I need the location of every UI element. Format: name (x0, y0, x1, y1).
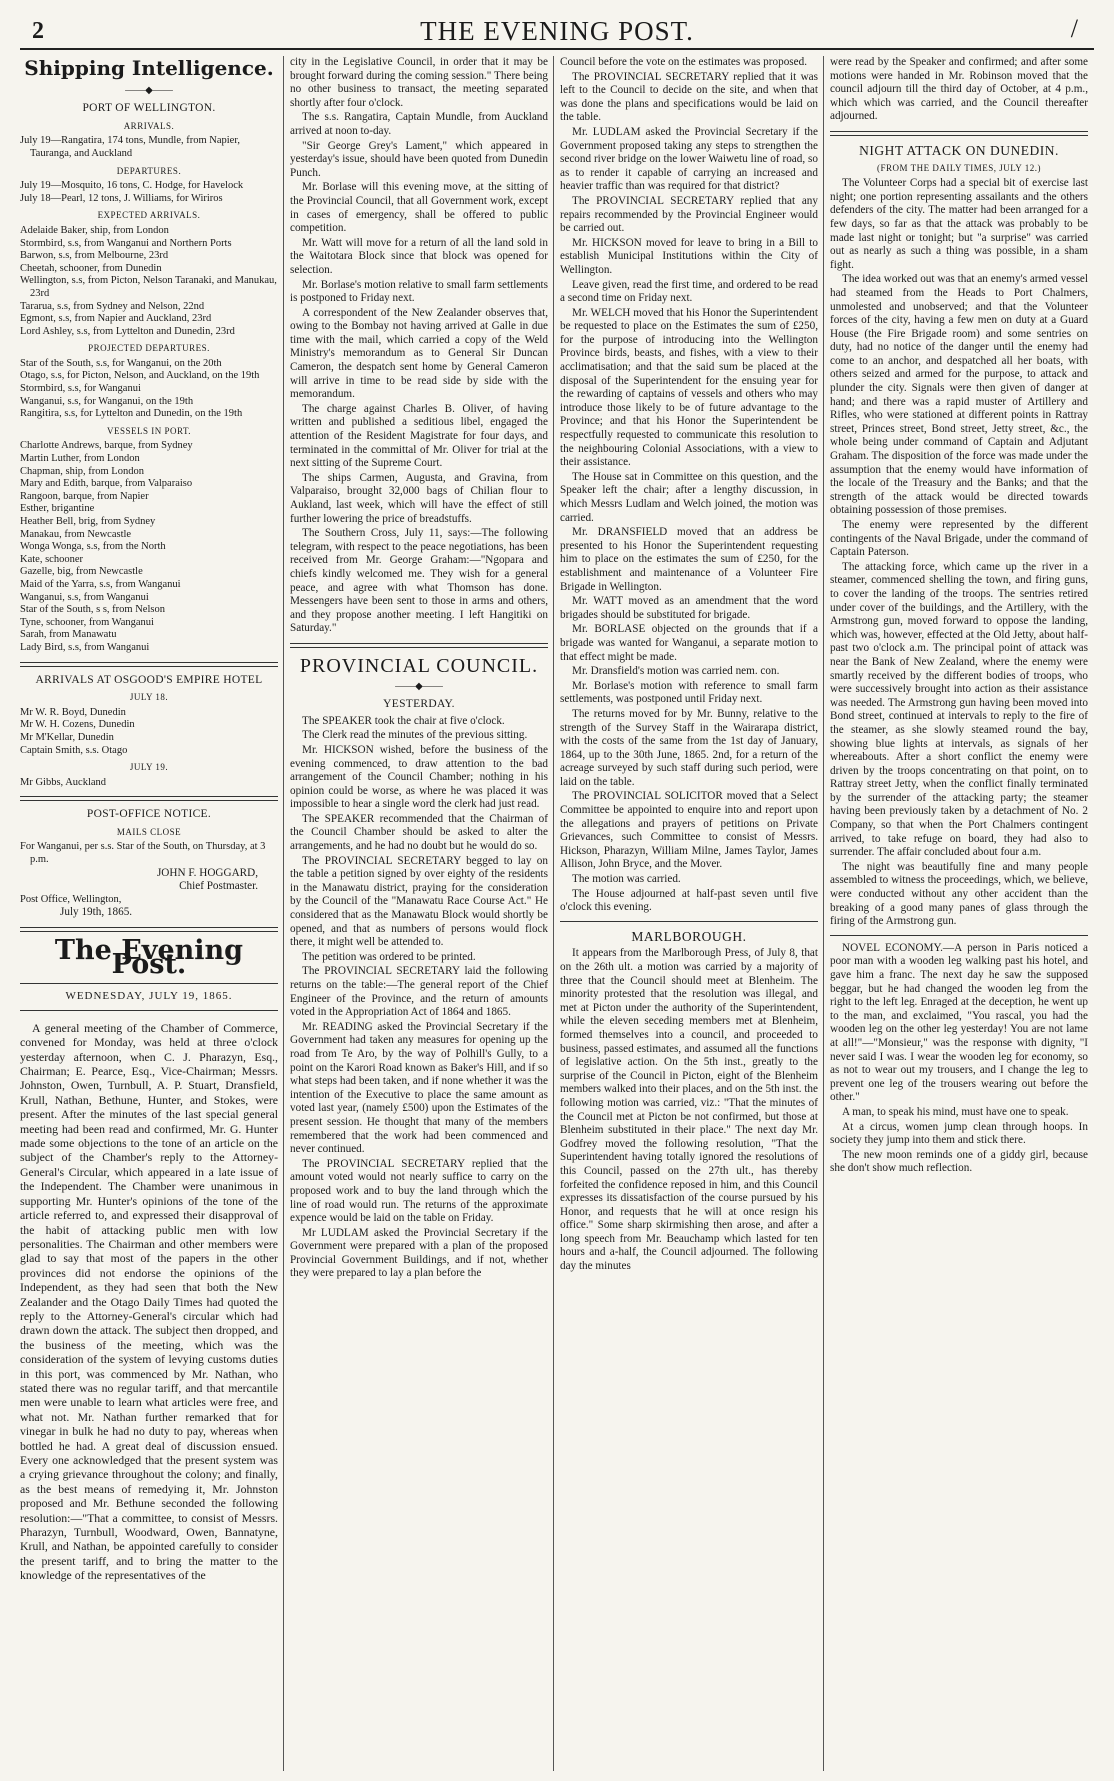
paragraph: Mr. READING asked the Provincial Secretary if the Government had taken any measures for opening up the road from Te Aro, by the way of Polhill's Gully, to a point on the Karori Road known as Baker's Hill, and if so what steps had been taken, and if none whether it was the intention of the Executive to place the same amount as voted last year, (namely £500) upon the Estimates of the present session. He thought that many of the members remembered that the work had been commenced and never continued. (290, 1020, 548, 1156)
list-item: Mr W. R. Boyd, Dunedin (20, 706, 126, 718)
paragraph: Mr. Dransfield's motion was carried nem. con. (572, 665, 780, 678)
osgood-hotel-heading: ARRIVALS AT OSGOOD'S EMPIRE HOTEL (35, 673, 263, 686)
paragraph: A man, to speak his mind, must have one to speak. (842, 1105, 1069, 1118)
list-item: Mr W. H. Cozens, Dunedin (20, 719, 135, 731)
paragraph: The PROVINCIAL SECRETARY replied that the amount voted would not nearly suffice to carry on the proposed work and to buy the land through which the line of road would run. The returns of the approximate expence would be laid on the table on Friday. (290, 1157, 548, 1225)
marlborough-heading: MARLBOROUGH. (631, 928, 747, 944)
pencil-mark: / (1070, 14, 1078, 43)
osgood-date: JULY 19. (129, 762, 169, 773)
list-item: Captain Smith, s.s. Otago (20, 744, 128, 756)
paragraph: It appears from the Marlborough Press, of July 8, that on the 26th ult. a motion was carried by a majority of three that the Council should meet at Blenheim. The minority protested that the resolution was illegal, and met at Picton under the authority of the Superintendent, while the eleven seceding members met at Blenheim, formed themselves into a council, and proceeded to business, passed estimates, and assumed all the functions of legislative action. On the 5th inst., greatly to the surprise of the Council in Picton, eight of the Blenheim members walked into their places, and on the 5th inst. the following motion was carried, viz.: "That the minutes of the Council met at Picton be not confirmed, but those at Blenheim substituted in their place." The next day Mr. Godfrey moved the following resolution, "That the Superintendent having totally ignored the resolutions of this Council, passed on the 27th ult., has thereby forfeited the confidence reposed in him, and this Council expresses its dissatisfaction of the course pursued by his Honor, and requests that he will at once resign his office." Some sharp skirmishing then arose, and after a long speech from Mr. Beauchamp which lasted for ten hours and a-half, the Council adjourned. The following day the minutes (560, 947, 818, 1273)
post-office-body: For Wanganui, per s.s. Star of the South, on Thursday, at 3 p.m. (20, 841, 266, 866)
paragraph: The idea worked out was that an enemy's armed vessel had steamed from the Heads to Port Chalmers, unmolested and unobserved; and that the Volunteer forces of the city, having a few men on duty at a Guard House (the Fire Brigade room) and some sentries on duty, had no notice of the danger until the enemy had come to an anchor, and despatched all her boats, with others seized and armed for the purpose, to attack and plunder the city. Signals were then given of danger at hand; and there was a rapid muster of Artillery and Rifles, who were stationed at different points in Rattray street, Princes street, Bond street, Jetty street, &c., the whole being under command of Captain and Adjutant Graham. The disposition of the force was made under the assumption that the enemy would have information of the locale of the Treasury and the Banks; and that the strength of the attack would be directed towards obtaining possession of those premises. (830, 273, 1088, 517)
post-office-title: Chief Postmaster. (179, 880, 258, 893)
list-item: Heather Bell, brig, from Sydney (20, 516, 156, 527)
mails-close: MAILS CLOSE (116, 826, 182, 837)
paragraph: Leave given, read the first time, and ordered to be read a second time on Friday next. (560, 278, 818, 305)
section-rule (290, 643, 548, 648)
paragraph: The attacking force, which came up the river in a steamer, commenced shelling the town, and firing guns, to cover the landing of the troops. The sentries retired under cover of the buildings, and the Artillery, with the Armstrong gun, moved forward to oppose the landing, which was, however, effected at the Old Jetty, about half-past two o'clock a.m. The principal point of attack was near the Bank of New Zealand, where the enemy were smartly received by the different bodies of troops, who were successively brought into action as their assistance was needed. The Armstrong gun having been moved into Bond street, continued at intervals to reply to the fire of the steamer, as she slowly steamed round the bay, showing blue lights at intervals, as signals of her whereabouts. After a short conflict the enemy were driven by the troops concentrating on that point, on to Rattray street Jetty, when the conflict finally terminated by the surrender of the attacking party; the steamer having been previously taken by a detachment of No. 2 Company, so that when the Port Chalmers contingent arrived, to take refuge on board, they had also to surrender. The affair concluded about four a.m. (830, 560, 1088, 859)
masthead (20, 12, 1094, 48)
paragraph: The returns moved for by Mr. Bunny, relative to the strength of the Survey Staff in the Wairarapa district, with the costs of the same from the 1st day of January, 1864, up to the 30th June, 1865. 2nd, for a return of the acreage surveyed by such staff during such period, were laid on the table. (560, 707, 818, 788)
list-item: Barwon, s.s, from Melbourne, 23rd (20, 250, 169, 262)
paragraph: Mr. WELCH moved that his Honor the Superintendent be requested to place on the Estimates the sum of £250, for the purpose of introducing into the Wellington Province birds, beasts, and fishes, with a view to their acclimatisation; and that the said sum be placed at the disposal of the Superintendent for the ensuing year for the rewarding of captains of vessels and others who may introduce those likely to be of future advantage to the Province; and that his Honor the Superintendent be respectfully requested to communicate this resolution to the neighbouring Colonial Associations, with a view to their assistance. (560, 306, 818, 469)
post-office-date: July 19th, 1865. (60, 906, 133, 919)
list-item: Wanganui, s.s, from Wanganui (20, 591, 149, 603)
paragraph: The ships Carmen, Augusta, and Gravina, from Valparaiso, brought 32,000 bags of Chilian flour to Aukland, last week, which will have the effect of still further lowering the price of breadstuffs. (290, 471, 548, 525)
list-item: Stormbird, s.s, from Wanganui and Northern Ports (20, 237, 232, 249)
paragraph: At a circus, women jump clean through hoops. In society they jump into them and stick there. (830, 1120, 1088, 1147)
paragraph: The Volunteer Corps had a special bit of exercise last night; one portion representing assailants and the others defenders of the city. The matter had been arranged for a few days, so far as that the attack was probably to be made last night or tonight; but "a surprise" was carried out as nearly as such a thing was possible, in a sham fight. (830, 177, 1088, 271)
paragraph: The motion was carried. (572, 873, 681, 886)
list-item: July 18—Pearl, 12 tons, J. Williams, for Wiriros (20, 192, 223, 204)
page-number: 2 (32, 18, 44, 44)
list-item: Maid of the Yarra, s.s, from Wanganui (20, 578, 181, 590)
paragraph: "Sir George Grey's Lament," which appeared in yesterday's issue, should have been quoted from Dunedin Punch. (290, 139, 548, 179)
list-item: Lady Bird, s.s, from Wanganui (20, 641, 150, 653)
paragraph: The Clerk read the minutes of the previous sitting. (302, 729, 528, 742)
list-item: Rangoon, barque, from Napier (20, 490, 149, 502)
list-item: Wellington, s.s, from Picton, Nelson Taranaki, and Manukau, 23rd (20, 275, 277, 299)
list-item: Tararua, s.s, from Sydney and Nelson, 22nd (20, 300, 205, 312)
column-2 (290, 56, 548, 1771)
departures-heading: DEPARTURES. (116, 165, 182, 176)
vessels-in-port-heading: VESSELS IN PORT. (106, 425, 192, 436)
list-item: Star of the South, s.s, for Wanganui, on the 20th (20, 357, 222, 369)
post-office-heading: POST-OFFICE NOTICE. (86, 808, 212, 821)
section-rule (20, 662, 278, 667)
port-heading: PORT OF WELLINGTON. (82, 102, 216, 115)
section-rule (830, 131, 1088, 136)
column-4 (830, 56, 1088, 1771)
paragraph: Council before the vote on the estimates was proposed. (560, 56, 807, 68)
paragraph: The s.s. Rangatira, Captain Mundle, from Auckland arrived at noon to-day. (290, 111, 548, 137)
list-item: Lord Ashley, s.s, from Lyttelton and Dunedin, 23rd (20, 325, 235, 337)
list-item: Stormbird, s.s, for Wanganui (20, 383, 141, 395)
paragraph: Mr. LUDLAM asked the Provincial Secretary if the Government proposed taking any steps to strengthen the second river bridge on the lower Waiwetu line of road, so as to render it capable of carrying an increased and heavier traffic than was required for that district? (560, 125, 818, 193)
list-item: Wonga Wonga, s.s, from the North (20, 541, 166, 553)
post-office-signature: JOHN F. HOGGARD, (156, 866, 258, 879)
paragraph: city in the Legislative Council, in order that it may be brought forward during the coming session." There being no other business to transact, the meeting separated shortly after four o'clock. (290, 56, 548, 109)
masthead-rule (20, 48, 1094, 50)
list-item: Sarah, from Manawatu (20, 629, 117, 641)
paragraph: The PROVINCIAL SECRETARY begged to lay on the table a petition signed by over eighty of the residents in the Manawatu district, praying for the consideration by the Council of the "Manawatu Race Course Act." He considered that as the Manawatu Block would shortly be opened, and that as numbers of persons would flock there, it might well be attended to. (290, 854, 548, 949)
paragraph: Mr LUDLAM asked the Provincial Secretary if the Government were prepared with a plan of the proposed Provincial Government Buildings, and if not, whether they were prepared to lay a plan before the (290, 1226, 548, 1280)
list-item: Manakau, from Newcastle (20, 528, 132, 540)
paragraph: The petition was ordered to be printed. (302, 950, 476, 963)
paragraph: Mr. WATT moved as an amendment that the word brigades should be substituted for brigade. (560, 595, 818, 621)
paragraph: Mr. Watt will move for a return of all the land sold in the Waitotara Block since that block was opened for selection. (290, 236, 548, 276)
column-rule (553, 56, 554, 1771)
section-rule (20, 983, 278, 984)
paragraph: Mr. DRANSFIELD moved that an address be presented to his Honor the Superintendent requesting him to place on the estimates the sum of £250, for the establishment and maintenance of a Volunteer Fire Brigade in Wellington. (560, 526, 818, 593)
novel-economy-item: NOVEL ECONOMY.—A person in Paris noticed a poor man with a wooden leg walking past his hotel, and gave him a franc. The next day he saw the supposed beggar, but he had changed the wooden leg from the right to the left leg. Enraged at the deception, he went up to the man, and exclaimed, "You rascal, you had the wooden leg on the other leg yesterday! You are not lame at all!"—"Monsieur," was the response with dignity, "I never said I was. I wear the wooden leg for economy, so as not to wear out my trousers, and I change the leg to prevent one leg of the trousers wearing out before the other." (830, 941, 1088, 1104)
list-item: Star of the South, s s, from Nelson (20, 604, 165, 616)
section-rule (560, 921, 818, 922)
paragraph: A correspondent of the New Zealander observes that, owing to the Bombay not having arrived at Galle in due time with the mail, which carried a copy of the Weld Ministry's memorandum as to General Sir Duncan Cameron, the despatch sent home by General Cameron will arrive in time to be read side by side with the memorandum. (290, 306, 548, 401)
list-item: Kate, schooner (20, 553, 83, 565)
dateline: WEDNESDAY, JULY 19, 1865. (65, 990, 233, 1003)
list-item: Rangitira, s.s, for Lyttelton and Dunedin, on the 19th (20, 408, 243, 420)
list-item: Martin Luther, from London (20, 453, 140, 465)
post-office-location: Post Office, Wellington, (20, 893, 122, 905)
list-item: Mr Gibbs, Auckland (20, 776, 107, 788)
list-item: Charlotte Andrews, barque, from Sydney (20, 440, 193, 452)
paragraph: The PROVINCIAL SECRETARY replied that any repairs recommended by the Provincial Engineer would be carried out. (560, 194, 818, 235)
column-3 (560, 56, 818, 1771)
list-item: Wanganui, s.s, for Wanganui, on the 19th (20, 395, 194, 407)
column-rule (283, 56, 284, 1771)
projected-departures-heading: PROJECTED DEPARTURES. (88, 343, 210, 354)
paragraph: The enemy were represented by the different contingents of the Naval Brigade, under the command of Captain Paterson. (830, 519, 1088, 559)
paragraph: The PROVINCIAL SECRETARY laid the following returns on the table:—The general report of the Chief Engineer of the Province, and the return of amounts voted in the Appropriation Act of 1864 and 1865. (290, 965, 548, 1019)
paragraph: were read by the Speaker and confirmed; and after some motions were handed in Mr. Robinson moved that the council adjourn till the third day of October, at 4 p.m., which which was carried, and the Council thereafter adjourned. (830, 56, 1088, 123)
ornament: ——◆—— (125, 84, 173, 96)
list-item: Esther, brigantine (20, 503, 95, 515)
paragraph: The House adjourned at half-past seven until five o'clock this evening. (560, 887, 818, 914)
paragraph: The new moon reminds one of a giddy girl, because she don't show much reflection. (830, 1148, 1088, 1175)
column-rule (823, 56, 824, 1771)
column-1 (20, 56, 278, 1771)
section-rule (20, 796, 278, 801)
paragraph: The House sat in Committee on this question, and the Speaker left the chair; after a lengthy discussion, in which Messrs Ludlam and Welch joined, the motion was carried. (560, 470, 818, 524)
list-item: Cheetah, schooner, from Dunedin (20, 262, 162, 274)
osgood-date: JULY 18. (129, 692, 169, 703)
list-item: Gazelle, big, from Newcastle (20, 566, 143, 578)
list-item: Mr M'Kellar, Dunedin (20, 731, 114, 743)
paragraph: The SPEAKER recommended that the Chairman of the Council Chamber should be asked to alter the arrangements, and he had no doubt but he would do so. (290, 812, 548, 853)
list-item: Adelaide Baker, ship, from London (20, 224, 169, 236)
paragraph: Mr. Borlase's motion with reference to small farm settlements, was postponed until Friday next. (560, 679, 818, 706)
list-item: Tyne, schooner, from Wanganui (20, 616, 154, 628)
paragraph: The SPEAKER took the chair at five o'clock. (302, 714, 505, 727)
paragraph: The PROVINCIAL SOLICITOR moved that a Select Committee be appointed to enquire into and report upon the allegations and prayers of petitions on Private Grievances, such Committee to consist of Messrs. Hickson, Pharazyn, William Milne, James Taylor, James Allison, John Bryce, and the Mover. (560, 790, 818, 871)
paragraph: The charge against Charles B. Oliver, of having written and published a seditious libel, engaged the attention of the Resident Magistrate for four days, and terminated in the committal of Mr. Oliver for trial at the next sitting of the Supreme Court. (290, 402, 548, 470)
night-attack-heading: NIGHT ATTACK ON DUNEDIN. (859, 142, 1059, 158)
section-rule (20, 927, 278, 932)
list-item: July 19—Rangatira, 174 tons, Mundle, from Napier, Tauranga, and Auckland (20, 135, 241, 159)
paragraph: The PROVINCIAL SECRETARY replied that it was left to the Council to decide on the site, and when that was done the plans and specifications would be laid on the table. (560, 70, 818, 124)
section-rule (830, 935, 1088, 936)
paragraph: Mr. BORLASE objected on the grounds that if a brigade was wanted for Wanganui, a separate motion to that effect might be made. (560, 623, 818, 663)
shipping-intelligence-heading: Shipping Intelligence. (24, 56, 274, 80)
provincial-council-heading: PROVINCIAL COUNCIL. (299, 654, 539, 677)
expected-arrivals-heading: EXPECTED ARRIVALS. (97, 210, 201, 221)
ornament: ——◆—— (395, 680, 443, 692)
paragraph: Mr. HICKSON moved for leave to bring in a Bill to establish Municipal Institutions within the City of Wellington. (560, 236, 818, 276)
yesterday-subheading: YESTERDAY. (383, 698, 455, 711)
leader-article: A general meeting of the Chamber of Commerce, convened for Monday, was held at three o'clock yesterday afternoon, when C. J. Pharazyn, Esq., Chairman; E. Pearce, Esq., Vice-Chairman; Messrs. Johnston, Owen, Turnbull, A. P. Stuart, Dransfield, Krull, Nathan, Bethune, Hunter, and Stokes, were present. After the minutes of the last special general meeting had been read and confirmed, Mr. G. Hunter made some objections to the tone of an article on the subject of the Chamber's reply to the Attorney-General's Circular, which appeared in a late issue of the Independent. The Chamber were unanimous in supporting Mr. Hunter's opinions of the tone of the article referred to, and expressed their disapproval of the habit of attacking public men with low personalities. The Chairman and other members were glad to say that most of the papers in the other provinces did not endorse the opinions of the Independent, as they had seen that both the New Zealander and the Otago Daily Times had quoted the reply to the Attorney-General's circular which had drawn down the attack. The subject then dropped, and the business of the meeting, which was the consideration of the system of levying customs duties in this port, was commenced by Mr. Nathan, who stated there was no regular tariff, and that mercantile men were unable to learn what articles were free, and what not. Mr. Nathan further remarked that for vinegar in bulk he had no duty to pay, whereas when bottled he had. A great deal of discussion ensued. Every one acknowledged that the present system was a crying grievance throughout the colony; and finally, as the best means of remedying it, Mr. Johnston proposed and Mr. Bethune seconded the following resolution:—"That a committee, to consist of Messrs. Pharazyn, Turnbull, Woodward, Owen, Bannatyne, Krull, and Nathan, be appointed carefully to consider the present tariff, and to bring the matter to the knowledge of the representatives of the (20, 1020, 278, 1583)
paragraph: The night was beautifully fine and many people assembled to witness the proceedings, which, we believe, were conducted without any other accident than the breaking of a good many panes of glass through the firing of the Armstrong gun. (830, 860, 1088, 928)
list-item: Otago, s.s, for Picton, Nelson, and Auckland, on the 19th (20, 370, 260, 382)
paragraph: Mr. HICKSON wished, before the business of the evening commenced, to draw attention to the bad arrangement of the Council Chamber; nothing in his opinion could be worse, as where he was placed it was impossible to hear a single word the clerk had just read. (290, 743, 548, 811)
list-item: Mary and Edith, barque, from Valparaiso (20, 478, 193, 490)
paragraph: Mr. Borlase's motion relative to small farm settlements is postponed to Friday next. (290, 278, 548, 305)
arrivals-heading: ARRIVALS. (123, 120, 175, 131)
evening-post-nameplate: The Evening Post. (54, 935, 244, 980)
list-item: Egmont, s.s, from Napier and Auckland, 23rd (20, 313, 212, 325)
paragraph: Mr. Borlase will this evening move, at the sitting of the Provincial Council, that all Government work, except in cases of emergency, shall be offered to public competition. (290, 181, 548, 235)
list-item: Chapman, ship, from London (20, 465, 144, 477)
paragraph: The Southern Cross, July 11, says:—The following telegram, with respect to the peace negotiations, has been received from Mr. George Graham:—"Ngopara and chiefs kindly welcomed me. They wish for a general peace, and agree with what Thomson has done. Messengers have been sent to those in arms and others, and they propose another meeting. I left Hangitiki on Saturday." (290, 527, 548, 635)
section-rule (20, 1010, 278, 1011)
list-item: July 19—Mosquito, 16 tons, C. Hodge, for Havelock (20, 180, 244, 192)
newspaper-title: THE EVENING POST. (420, 16, 694, 46)
night-attack-source: (FROM THE DAILY TIMES, JULY 12.) (877, 162, 1041, 173)
